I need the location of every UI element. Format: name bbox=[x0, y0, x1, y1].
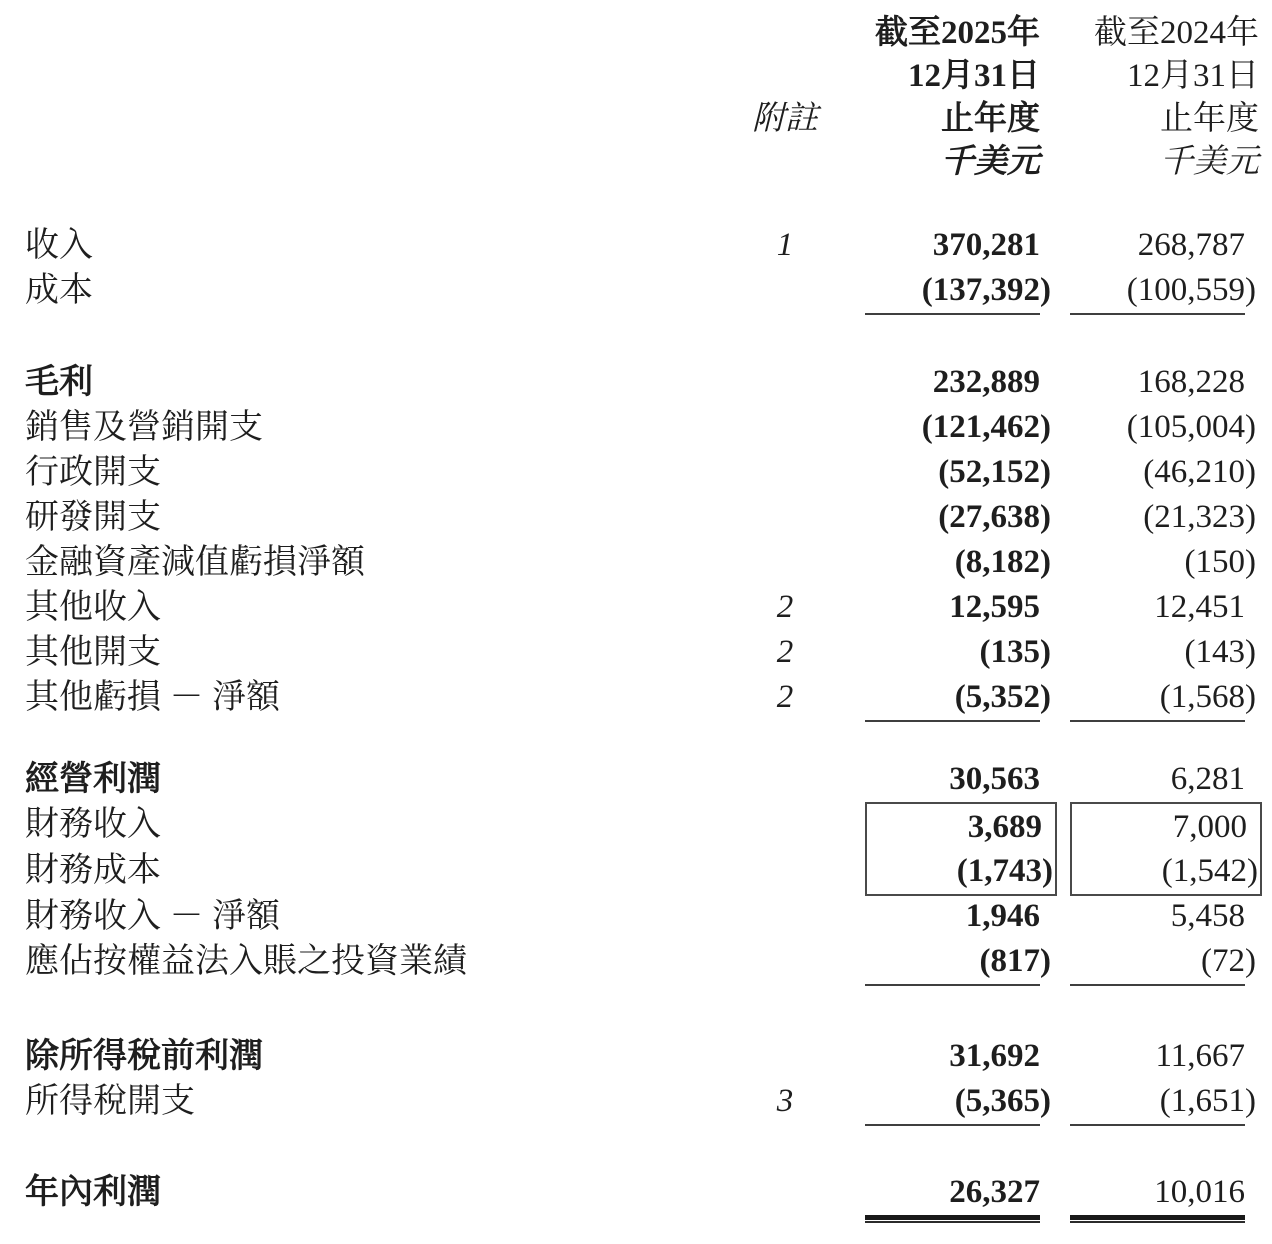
note-ref bbox=[720, 894, 850, 939]
row-label: 其他收入 bbox=[25, 589, 161, 626]
spacer bbox=[1057, 630, 1070, 675]
row-finance-income-net bbox=[25, 894, 1262, 939]
spacer bbox=[850, 405, 865, 450]
row-other-losses-net bbox=[25, 675, 1262, 720]
note-ref bbox=[720, 360, 850, 405]
spacer bbox=[1057, 939, 1070, 986]
row-administrative-expenses bbox=[25, 450, 1262, 495]
spacer bbox=[1057, 675, 1070, 722]
amount-2024: 168,228 bbox=[1137, 364, 1245, 400]
spacer bbox=[850, 540, 865, 585]
spacer bbox=[850, 630, 865, 675]
spacer bbox=[1057, 894, 1070, 939]
amount-2024: (21,323) bbox=[1143, 499, 1256, 535]
row-label: 收入 bbox=[25, 227, 93, 264]
notes-column-header bbox=[720, 12, 850, 184]
amount-2024: 7,000 bbox=[1070, 802, 1262, 850]
spacer bbox=[850, 757, 865, 802]
note-ref: 1 bbox=[776, 227, 794, 263]
row-rd-expenses bbox=[25, 495, 1262, 540]
note-ref bbox=[720, 268, 850, 315]
amount-2024: (1,568) bbox=[1070, 675, 1262, 722]
amount-2025: 30,563 bbox=[949, 761, 1040, 797]
spacer bbox=[850, 495, 865, 540]
spacer bbox=[850, 223, 865, 268]
amount-2024: 5,458 bbox=[1170, 898, 1245, 934]
amount-2025: 370,281 bbox=[932, 227, 1040, 263]
spacer bbox=[1057, 268, 1070, 315]
spacer bbox=[1057, 540, 1070, 585]
spacer bbox=[1057, 585, 1070, 630]
note-ref bbox=[720, 405, 850, 450]
header-line: 截至2025年 bbox=[875, 15, 1040, 51]
header-currency-label: 千美元 bbox=[941, 144, 1040, 180]
spacer bbox=[1057, 223, 1070, 268]
amount-2024: 268,787 bbox=[1137, 227, 1245, 263]
amount-2024: (46,210) bbox=[1143, 454, 1256, 490]
row-label: 所得稅開支 bbox=[25, 1083, 195, 1120]
header-line: 12月31日 bbox=[908, 58, 1040, 94]
spacer bbox=[1057, 450, 1070, 495]
amount-2025: (1,743) bbox=[865, 848, 1057, 896]
spacer bbox=[850, 360, 865, 405]
spacer bbox=[850, 1079, 865, 1126]
amount-2024: (1,651) bbox=[1070, 1079, 1262, 1126]
note-ref bbox=[720, 450, 850, 495]
amount-2024: (143) bbox=[1184, 634, 1256, 670]
row-finance-income bbox=[25, 802, 1262, 848]
amount-2025: (121,462) bbox=[921, 409, 1051, 445]
note-ref bbox=[720, 1170, 850, 1220]
amount-2025: (137,392) bbox=[865, 268, 1057, 315]
row-label: 除所得稅前利潤 bbox=[25, 1038, 263, 1075]
spacer bbox=[850, 12, 865, 184]
amount-2025: (135) bbox=[979, 634, 1051, 670]
header-currency-label: 千美元 bbox=[1160, 144, 1259, 180]
spacer bbox=[850, 848, 865, 896]
row-cost bbox=[25, 268, 1262, 313]
row-profit-before-tax bbox=[25, 1034, 1262, 1079]
column-header-2024 bbox=[1070, 12, 1262, 184]
spacer bbox=[850, 939, 865, 986]
spacer bbox=[850, 1034, 865, 1079]
spacer bbox=[1057, 12, 1070, 184]
amount-2024: (1,542) bbox=[1070, 848, 1262, 896]
column-header-2025 bbox=[865, 12, 1057, 184]
row-label: 財務收入 bbox=[25, 806, 161, 843]
amount-2025: 12,595 bbox=[949, 589, 1040, 625]
row-label: 其他虧損 － 淨額 bbox=[25, 679, 280, 716]
amount-2025: 232,889 bbox=[932, 364, 1040, 400]
spacer bbox=[1057, 802, 1070, 850]
row-other-expenses bbox=[25, 630, 1262, 675]
note-ref bbox=[720, 757, 850, 802]
row-label: 毛利 bbox=[25, 364, 93, 401]
amount-2024: (72) bbox=[1070, 939, 1262, 986]
spacer bbox=[850, 585, 865, 630]
amount-2024: 12,451 bbox=[1154, 589, 1245, 625]
spacer bbox=[1057, 1170, 1070, 1220]
spacer bbox=[850, 802, 865, 850]
row-profit-for-the-year bbox=[25, 1170, 1262, 1215]
amount-2025: 26,327 bbox=[865, 1170, 1057, 1220]
spacer bbox=[1057, 1079, 1070, 1126]
row-other-income bbox=[25, 585, 1262, 630]
amount-2025: (817) bbox=[865, 939, 1057, 986]
row-label: 應佔按權益法入賬之投資業績 bbox=[25, 943, 467, 980]
spacer bbox=[850, 450, 865, 495]
amount-2025: (5,365) bbox=[865, 1079, 1057, 1126]
table-header bbox=[25, 12, 1262, 184]
spacer bbox=[1057, 1034, 1070, 1079]
amount-2025: (27,638) bbox=[938, 499, 1051, 535]
amount-2025: (52,152) bbox=[938, 454, 1051, 490]
header-line: 截至2024年 bbox=[1094, 15, 1259, 51]
note-ref bbox=[720, 495, 850, 540]
row-label: 行政開支 bbox=[25, 454, 161, 491]
header-line: 12月31日 bbox=[1127, 58, 1259, 94]
spacer bbox=[1057, 495, 1070, 540]
header-line: 止年度 bbox=[1160, 101, 1259, 137]
row-income-tax-expense bbox=[25, 1079, 1262, 1124]
amount-2024: (150) bbox=[1184, 544, 1256, 580]
spacer bbox=[1057, 848, 1070, 896]
note-ref bbox=[720, 540, 850, 585]
note-ref bbox=[720, 1034, 850, 1079]
notes-header-label: 附註 bbox=[752, 101, 818, 137]
spacer bbox=[1057, 360, 1070, 405]
note-ref: 3 bbox=[776, 1083, 794, 1119]
row-share-of-equity-investments bbox=[25, 939, 1262, 984]
header-line: 止年度 bbox=[941, 101, 1040, 137]
note-ref bbox=[720, 848, 850, 896]
spacer bbox=[850, 675, 865, 722]
row-revenue bbox=[25, 223, 1262, 268]
row-label: 金融資產減值虧損淨額 bbox=[25, 544, 365, 581]
note-ref bbox=[720, 802, 850, 850]
spacer bbox=[850, 268, 865, 315]
row-label: 財務收入 － 淨額 bbox=[25, 898, 280, 935]
spacer bbox=[850, 1170, 865, 1220]
row-gross-profit bbox=[25, 360, 1262, 405]
amount-2025: 3,689 bbox=[865, 802, 1057, 850]
row-label: 其他開支 bbox=[25, 634, 161, 671]
note-ref: 2 bbox=[776, 634, 794, 670]
statement-rows bbox=[25, 223, 1262, 1215]
row-label: 研發開支 bbox=[25, 499, 161, 536]
note-ref bbox=[720, 939, 850, 986]
row-label: 財務成本 bbox=[25, 852, 161, 889]
row-label: 經營利潤 bbox=[25, 761, 161, 798]
spacer bbox=[1057, 405, 1070, 450]
amount-2025: (8,182) bbox=[954, 544, 1051, 580]
row-impairment-losses bbox=[25, 540, 1262, 585]
row-label: 成本 bbox=[25, 272, 93, 309]
amount-2025: 31,692 bbox=[949, 1038, 1040, 1074]
amount-2024: (105,004) bbox=[1126, 409, 1256, 445]
amount-2025: (5,352) bbox=[865, 675, 1057, 722]
spacer bbox=[1057, 757, 1070, 802]
row-label: 年內利潤 bbox=[25, 1174, 161, 1211]
spacer bbox=[850, 894, 865, 939]
row-finance-costs bbox=[25, 848, 1262, 894]
amount-2024: 6,281 bbox=[1170, 761, 1245, 797]
row-operating-profit bbox=[25, 757, 1262, 802]
note-ref: 2 bbox=[776, 589, 794, 625]
note-ref: 2 bbox=[776, 679, 794, 715]
amount-2025: 1,946 bbox=[965, 898, 1040, 934]
row-selling-marketing-expenses bbox=[25, 405, 1262, 450]
amount-2024: (100,559) bbox=[1070, 268, 1262, 315]
amount-2024: 11,667 bbox=[1155, 1038, 1245, 1074]
amount-2024: 10,016 bbox=[1070, 1170, 1262, 1220]
header-label-spacer bbox=[25, 12, 720, 184]
row-label: 銷售及營銷開支 bbox=[25, 409, 263, 446]
